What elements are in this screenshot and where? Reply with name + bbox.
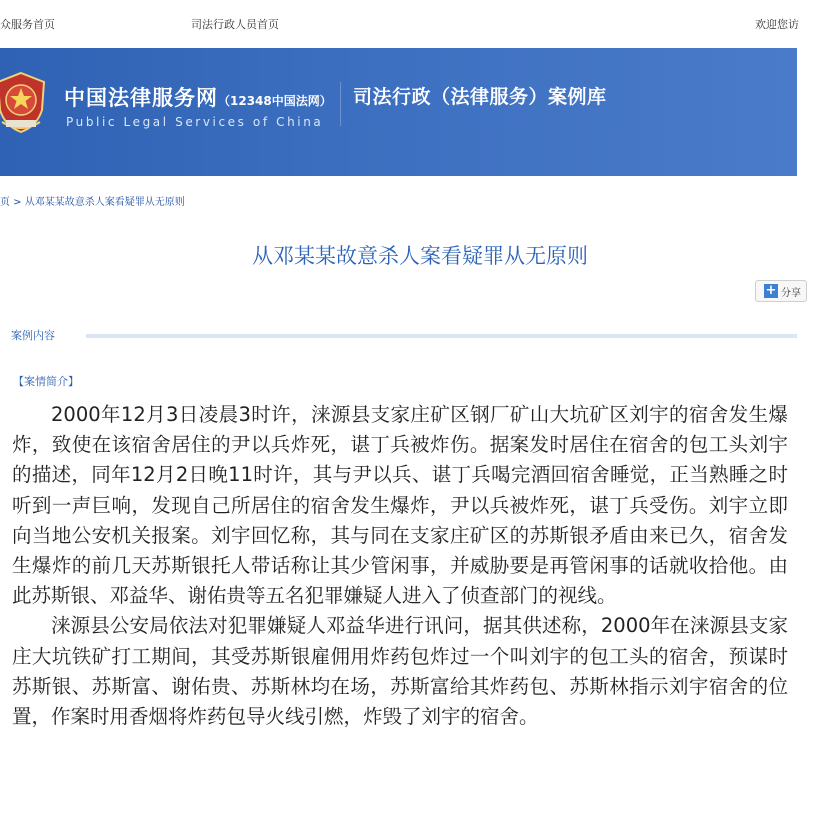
- site-header-banner: [0, 48, 797, 176]
- case-summary-tag: 【案情简介】: [13, 375, 79, 388]
- judicial-staff-home-link[interactable]: 司法行政人员首页: [191, 18, 279, 31]
- page-title: 从邓某某故意杀人案看疑罪从无原则: [252, 244, 588, 268]
- section-label-case-content: 案例内容: [11, 329, 55, 342]
- database-title: 司法行政（法律服务）案例库: [353, 86, 607, 108]
- article-paragraph: 涞源县公安局依法对犯罪嫌疑人邓益华进行讯问，据其供述称，2000年在涞源县支家庄大坑铁矿打工期间，其受苏斯银雇佣用炸药包炸过一个叫刘宇的包工头的宿舍，预谋时苏斯银、苏斯富、谢佑贵、苏斯林均在场，苏斯富给其炸药包、苏斯林指示刘宇宿舍的位置，作案时用香烟将炸药包导火线引燃，炸毁了刘宇的宿舍。: [12, 614, 788, 729]
- share-label: 分享: [781, 288, 801, 299]
- breadcrumb-separator: >: [10, 197, 25, 208]
- site-name: [64, 82, 332, 112]
- breadcrumb-home-link[interactable]: 页: [0, 197, 10, 208]
- public-services-home-link[interactable]: 众服务首页: [0, 18, 55, 31]
- breadcrumb-current-link[interactable]: 从邓某某故意杀人案看疑罪从无原则: [24, 197, 185, 208]
- site-name-english: Public Legal Services of China: [66, 115, 324, 129]
- article-body: [12, 400, 788, 732]
- section-divider: [86, 334, 797, 338]
- site-hotline: （12348中国法网）: [218, 94, 332, 108]
- plus-icon: +: [765, 283, 777, 298]
- breadcrumb: [0, 193, 185, 208]
- article-paragraph: 2000年12月3日凌晨3时许，涞源县支家庄矿区钢厂矿山大坑矿区刘宇的宿舍发生爆炸，致使在该宿舍居住的尹以兵炸死，谌丁兵被炸伤。据案发时居住在宿舍的包工头刘宇的描述，同年12月2日晚11时许，其与尹以兵、谌丁兵喝完酒回宿舍睡觉，正当熟睡之时听到一声巨响，发现自己所居住的宿舍发生爆炸，尹以兵被炸死，谌丁兵受伤。刘宇立即向当地公安机关报案。刘宇回忆称，其与同在支家庄矿区的苏斯银矛盾由来已久，宿舍发生爆炸的前几天苏斯银托人带话称让其少管闲事，并威胁要是再管闲事的话就收拾他。由此苏斯银、邓益华、谢佑贵等五名犯罪嫌疑人进入了侦查部门的视线。: [12, 403, 788, 608]
- site-name-text: 中国法律服务网: [64, 86, 218, 110]
- banner-divider: [340, 82, 341, 126]
- share-button[interactable]: [755, 280, 807, 302]
- top-navigation-bar: [0, 0, 797, 48]
- welcome-text: 欢迎您访: [755, 18, 799, 31]
- justice-emblem-icon: [0, 70, 50, 134]
